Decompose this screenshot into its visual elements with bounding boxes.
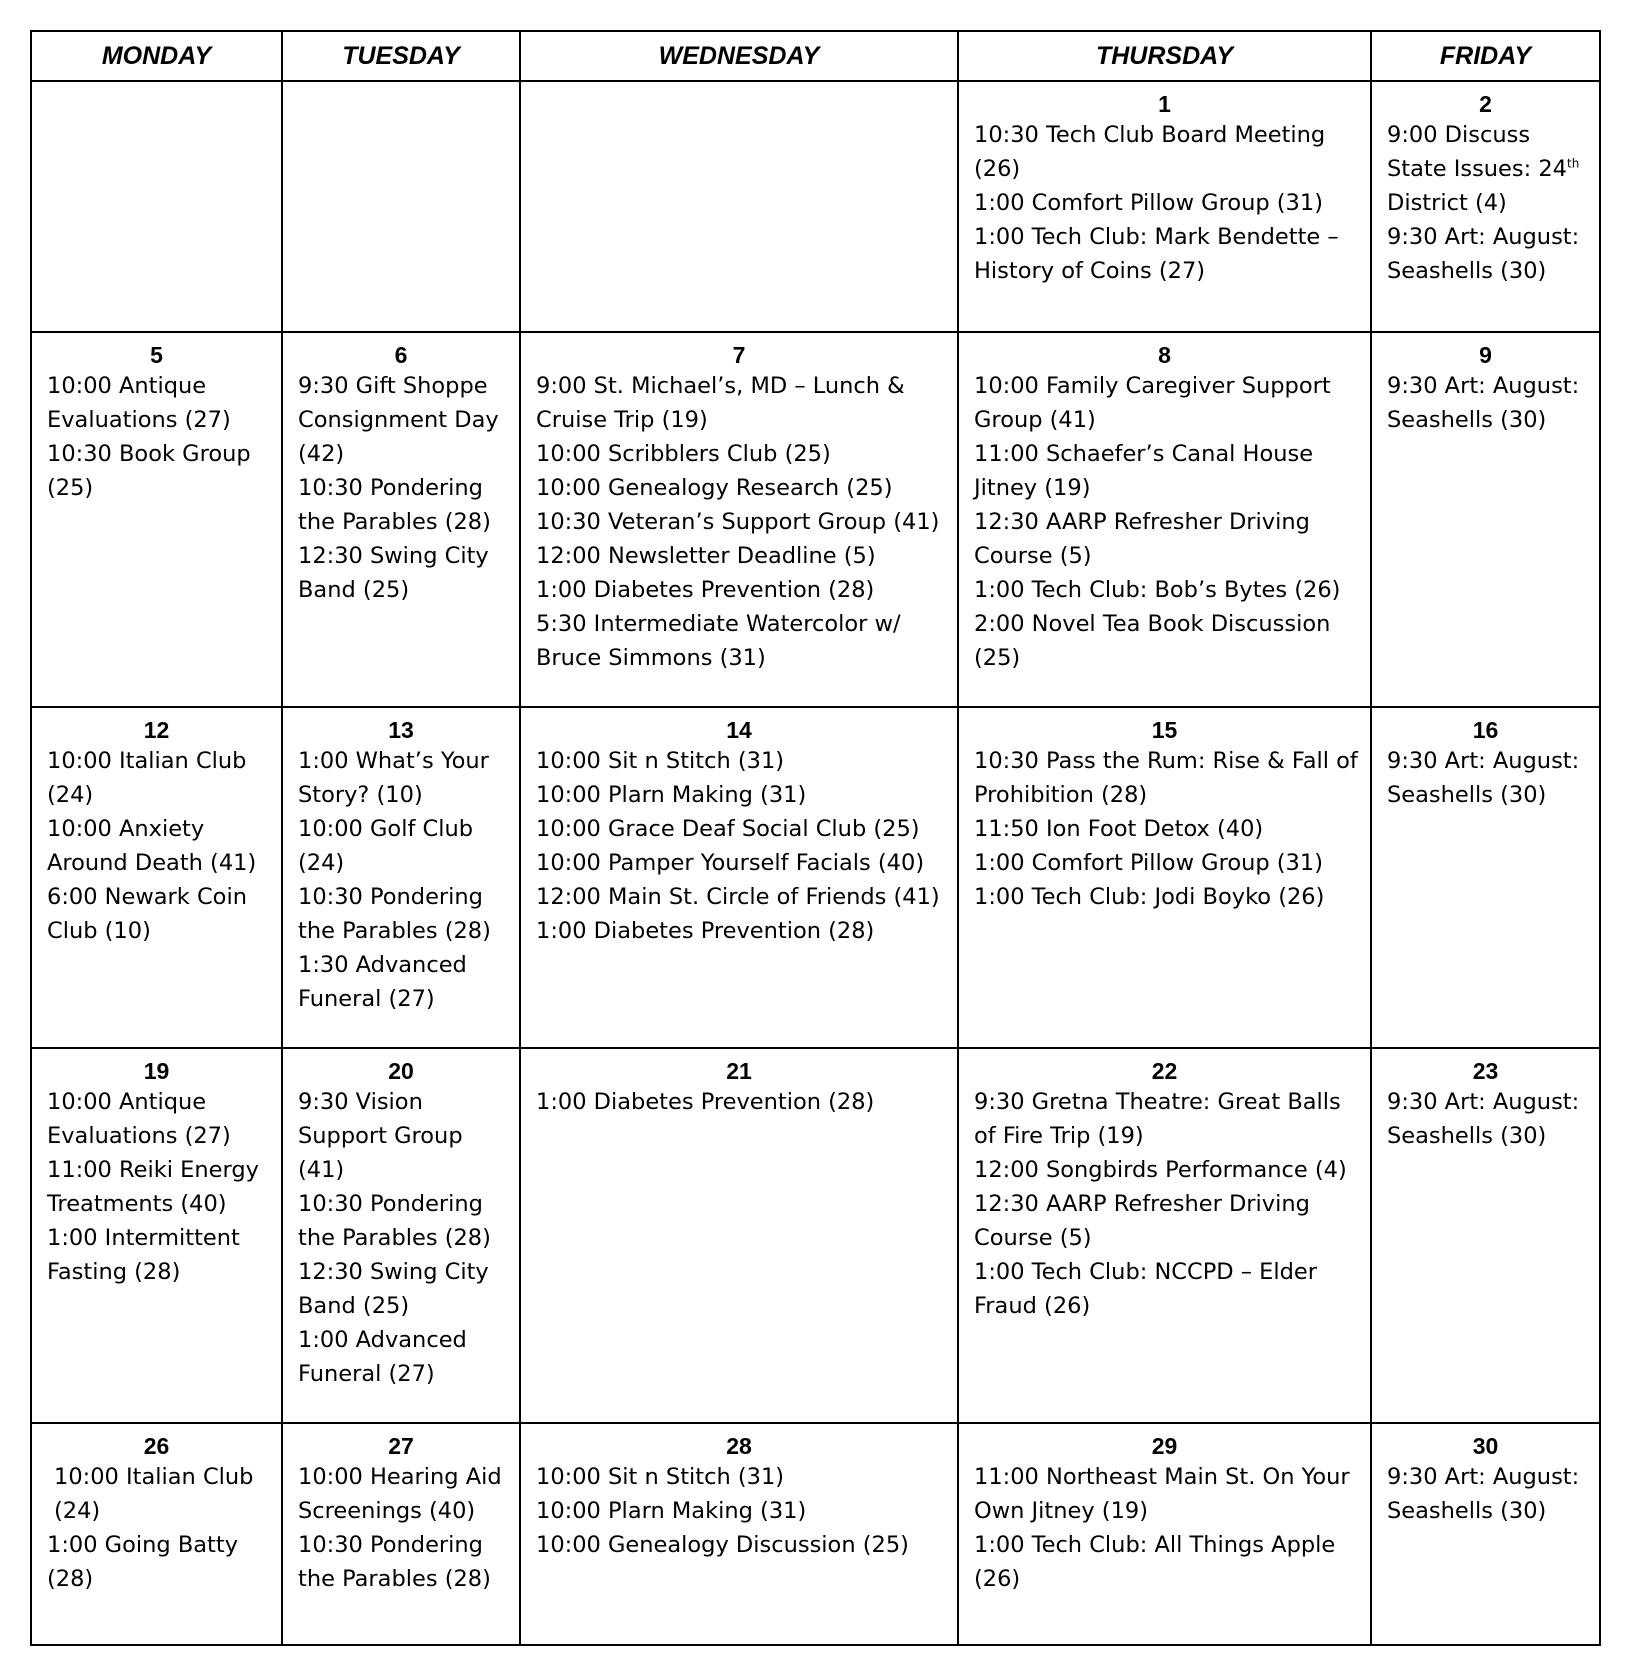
- day-cell: [282, 332, 520, 707]
- day-cell: [520, 332, 958, 707]
- event-item: 10:00 Hearing Aid Screenings (40): [298, 1464, 502, 1525]
- event-list: [32, 1460, 281, 1596]
- event-item: 11:00 Reiki Energy Treatments (40): [47, 1157, 259, 1218]
- event-item: 1:00 Tech Club: Bob’s Bytes (26): [974, 576, 1341, 603]
- event-item: 9:30 Art: August: Seashells (30): [1387, 747, 1580, 808]
- event-list: [1372, 744, 1599, 812]
- event-item: 10:00 Sit n Stitch (31): [536, 747, 785, 774]
- day-cell: [282, 1423, 520, 1645]
- event-item: 9:00 St. Michael’s, MD – Lunch & Cruise Trip (19): [536, 372, 905, 433]
- day-cell: [1371, 707, 1600, 1049]
- day-number: 21: [726, 1058, 752, 1085]
- event-list: [959, 118, 1370, 288]
- event-item: 1:00 Going Batty (28): [47, 1532, 239, 1593]
- event-item: 9:30 Art: August: Seashells (30): [1387, 372, 1580, 433]
- event-item: 10:00 Antique Evaluations (27): [47, 1089, 231, 1150]
- weekday-header-wednesday: WEDNESDAY: [520, 31, 958, 81]
- day-cell-empty: [520, 81, 958, 332]
- event-item: 1:00 Comfort Pillow Group (31): [974, 190, 1323, 216]
- event-item: 10:00 Antique Evaluations (27): [47, 372, 231, 433]
- event-item: 10:30 Pondering the Parables (28): [298, 883, 491, 944]
- day-number: 1: [1158, 91, 1171, 117]
- day-cell: [520, 1423, 958, 1645]
- event-list: [959, 1460, 1370, 1596]
- day-cell-empty: [31, 81, 282, 332]
- event-item: 11:50 Ion Foot Detox (40): [974, 815, 1264, 842]
- event-list: [32, 369, 281, 505]
- week-row-5: [31, 1423, 1600, 1645]
- day-number: 27: [388, 1433, 414, 1460]
- event-item: 10:00 Plarn Making (31): [536, 1498, 807, 1525]
- event-item: 11:00 Schaefer’s Canal House Jitney (19): [974, 440, 1314, 501]
- event-item: 9:30 Gift Shoppe Consignment Day (42): [298, 372, 499, 467]
- event-list: [959, 1085, 1370, 1323]
- day-cell: [520, 1048, 958, 1423]
- event-item: 9:30 Gretna Theatre: Great Balls of Fire Trip (19): [974, 1089, 1341, 1150]
- week-row-2: [31, 332, 1600, 707]
- event-item: 10:30 Pondering the Parables (28): [298, 1532, 491, 1593]
- day-cell: [1371, 332, 1600, 707]
- event-item: 1:00 Diabetes Prevention (28): [536, 1089, 875, 1116]
- day-cell: [958, 1423, 1371, 1645]
- event-item: 2:00 Novel Tea Book Discussion (25): [974, 610, 1331, 671]
- day-number: 19: [143, 1058, 170, 1085]
- event-item: 10:00 Genealogy Discussion (25): [536, 1532, 909, 1559]
- event-list: [959, 369, 1370, 675]
- day-cell: [282, 1048, 520, 1423]
- event-item: 10:30 Tech Club Board Meeting (26): [974, 122, 1326, 182]
- day-number: 29: [1151, 1433, 1178, 1460]
- event-item: 10:00 Sit n Stitch (31): [536, 1464, 785, 1491]
- event-item: 9:30 Art: August: Seashells (30): [1387, 1089, 1580, 1150]
- week-row-4: [31, 1048, 1600, 1423]
- day-cell: [282, 707, 520, 1049]
- day-cell: [958, 332, 1371, 707]
- week-row-3: [31, 707, 1600, 1049]
- event-item: 12:30 Swing City Band (25): [298, 1259, 489, 1320]
- event-item: 10:30 Pondering the Parables (28): [298, 474, 491, 535]
- event-list: [521, 1085, 957, 1119]
- event-item: 10:30 Veteran’s Support Group (41): [536, 508, 940, 535]
- day-cell: [31, 332, 282, 707]
- day-cell: [958, 707, 1371, 1049]
- day-number: 15: [1151, 716, 1178, 743]
- event-item: 1:00 Tech Club: NCCPD – Elder Fraud (26): [974, 1259, 1318, 1320]
- event-item: 10:00 Genealogy Research (25): [536, 474, 893, 501]
- event-item: 5:30 Intermediate Watercolor w/ Bruce Simmons (31): [536, 610, 901, 671]
- event-list: [521, 369, 957, 675]
- event-item: 9:30 Art: August: Seashells (30): [1387, 224, 1580, 284]
- event-item: 10:00 Grace Deaf Social Club (25): [536, 815, 920, 842]
- day-number: 8: [1158, 341, 1171, 368]
- event-item: 1:00 What’s Your Story? (10): [298, 747, 489, 808]
- week-row-1: [31, 81, 1600, 332]
- event-item: 12:00 Main St. Circle of Friends (41): [536, 883, 940, 910]
- event-item: 10:00 Anxiety Around Death (41): [47, 815, 257, 876]
- day-number: 9: [1479, 341, 1492, 368]
- event-item: 1:00 Diabetes Prevention (28): [536, 576, 875, 603]
- day-cell: [1371, 1423, 1600, 1645]
- calendar-table: [30, 30, 1601, 1646]
- event-list: [959, 744, 1370, 914]
- day-number: 7: [732, 341, 746, 368]
- weekday-header-tuesday: TUESDAY: [282, 31, 520, 81]
- event-item: 1:00 Comfort Pillow Group (31): [974, 849, 1323, 876]
- event-list: [283, 1085, 519, 1391]
- event-item: 12:30 AARP Refresher Driving Course (5): [974, 1191, 1310, 1252]
- day-cell: [1371, 1048, 1600, 1423]
- weekday-header-row: [31, 31, 1600, 81]
- event-item: 10:00 Golf Club (24): [298, 815, 474, 876]
- event-item: 10:00 Plarn Making (31): [536, 781, 807, 808]
- event-item: 1:00 Intermittent Fasting (28): [47, 1225, 240, 1286]
- event-item: 10:30 Pass the Rum: Rise & Fall of Prohibition (28): [974, 747, 1358, 808]
- event-item: 10:00 Pamper Yourself Facials (40): [536, 849, 925, 876]
- day-number: 28: [726, 1433, 752, 1460]
- day-number: 16: [1472, 716, 1499, 743]
- event-item: 6:00 Newark Coin Club (10): [47, 883, 247, 944]
- day-cell: [520, 707, 958, 1049]
- event-list: [283, 744, 519, 1016]
- event-item: 12:30 AARP Refresher Driving Course (5): [974, 508, 1310, 569]
- day-cell: [958, 81, 1371, 332]
- event-list: [32, 1085, 281, 1289]
- day-number: 2: [1479, 91, 1492, 117]
- event-item: 9:00 Discuss State Issues: 24th District (4): [1387, 122, 1580, 216]
- event-list: [1372, 1085, 1599, 1153]
- day-number: 6: [394, 341, 408, 368]
- event-item: 1:00 Tech Club: Mark Bendette – History of Coins (27): [974, 224, 1339, 284]
- event-item: 1:30 Advanced Funeral (27): [298, 951, 467, 1012]
- day-number: 23: [1472, 1058, 1499, 1085]
- day-number: 13: [388, 716, 414, 743]
- event-list: [283, 1460, 519, 1596]
- weekday-header-monday: MONDAY: [31, 31, 282, 81]
- event-item: 10:00 Scribblers Club (25): [536, 440, 831, 467]
- event-item: 12:00 Newsletter Deadline (5): [536, 542, 876, 569]
- event-item: 9:30 Vision Support Group (41): [298, 1089, 463, 1184]
- event-list: [521, 1460, 957, 1562]
- day-number: 30: [1472, 1433, 1499, 1460]
- weekday-header-thursday: THURSDAY: [958, 31, 1371, 81]
- event-item: 10:00 Italian Club (24): [47, 747, 247, 808]
- event-list: [1372, 118, 1599, 288]
- day-cell: [1371, 81, 1600, 332]
- day-cell: [31, 707, 282, 1049]
- event-item: 10:30 Book Group (25): [47, 440, 251, 501]
- event-item: 10:00 Italian Club (24): [54, 1464, 254, 1525]
- day-cell: [31, 1423, 282, 1645]
- event-item: 1:00 Advanced Funeral (27): [298, 1327, 467, 1388]
- day-cell: [31, 1048, 282, 1423]
- day-number: 14: [726, 716, 752, 743]
- day-cell: [958, 1048, 1371, 1423]
- event-item: 1:00 Diabetes Prevention (28): [536, 917, 875, 944]
- event-list: [283, 369, 519, 607]
- day-cell-empty: [282, 81, 520, 332]
- day-number: 20: [388, 1058, 414, 1085]
- event-item: 12:00 Songbirds Performance (4): [974, 1157, 1347, 1184]
- event-item: 1:00 Tech Club: Jodi Boyko (26): [974, 883, 1325, 910]
- day-number: 22: [1151, 1058, 1178, 1085]
- event-list: [1372, 1460, 1599, 1528]
- day-number: 12: [143, 716, 170, 743]
- event-list: [32, 744, 281, 948]
- weekday-header-friday: FRIDAY: [1371, 31, 1600, 81]
- day-number: 26: [143, 1433, 170, 1460]
- event-list: [521, 744, 957, 948]
- event-item: 1:00 Tech Club: All Things Apple (26): [974, 1532, 1336, 1593]
- event-item: 10:00 Family Caregiver Support Group (41): [974, 372, 1331, 433]
- event-item: 11:00 Northeast Main St. On Your Own Jitney (19): [974, 1464, 1350, 1525]
- event-item: 12:30 Swing City Band (25): [298, 542, 489, 603]
- event-list: [1372, 369, 1599, 437]
- event-item: 9:30 Art: August: Seashells (30): [1387, 1464, 1580, 1525]
- event-item: 10:30 Pondering the Parables (28): [298, 1191, 491, 1252]
- day-number: 5: [150, 341, 163, 368]
